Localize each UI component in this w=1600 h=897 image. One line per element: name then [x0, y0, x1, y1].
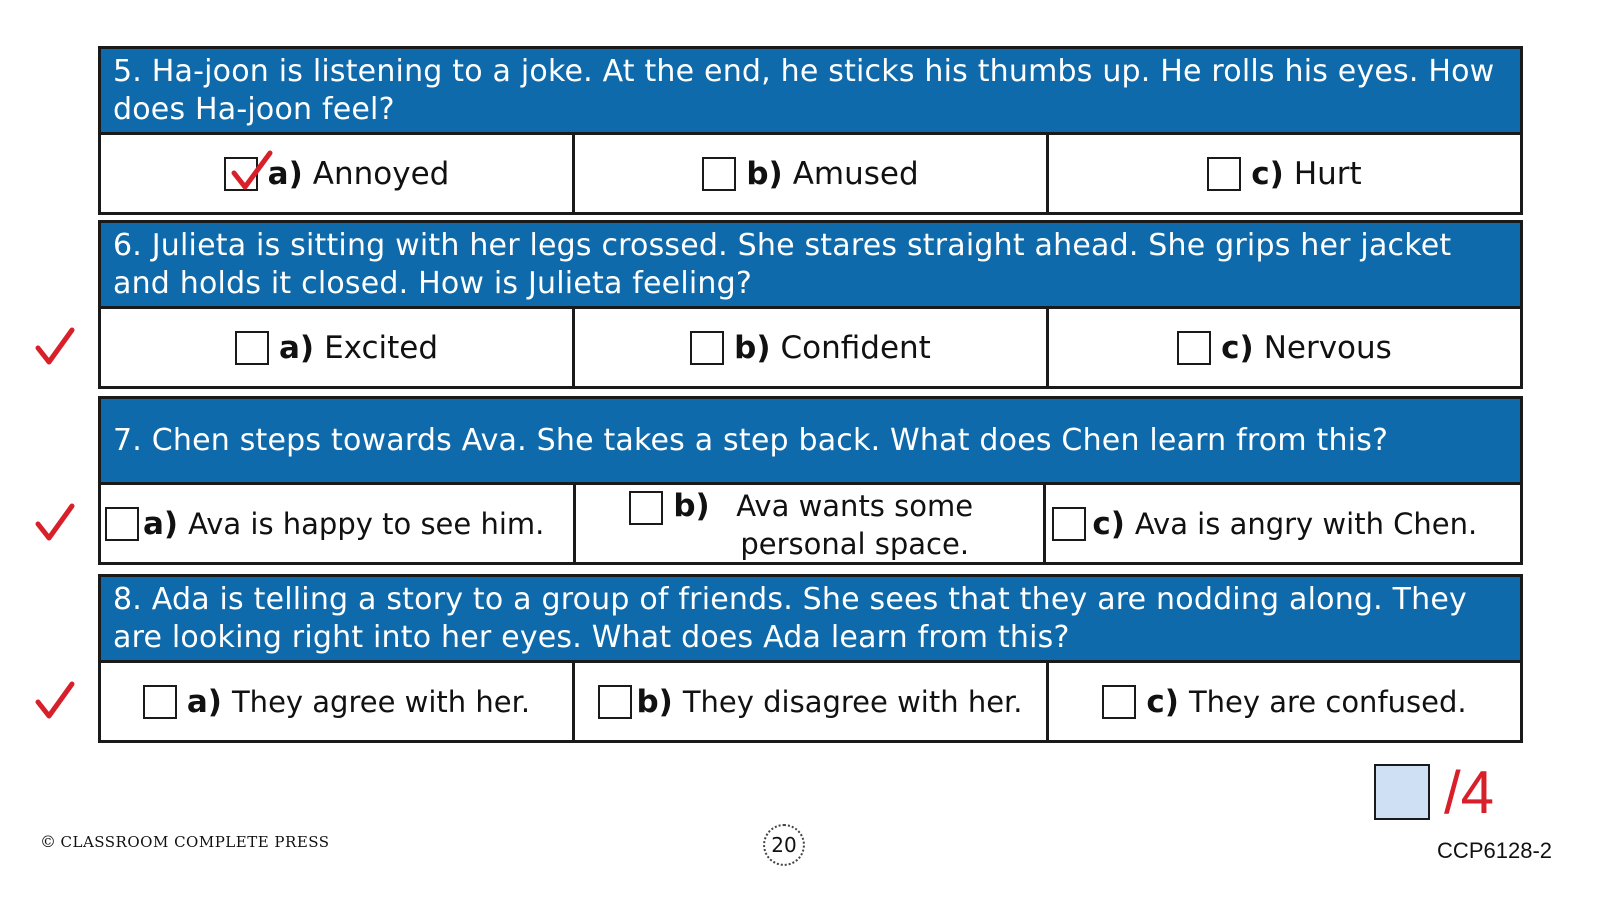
- score-total: /4: [1444, 759, 1495, 826]
- answer-options: [101, 309, 1520, 386]
- answer-options: [101, 135, 1520, 212]
- checkbox[interactable]: [1102, 685, 1136, 719]
- option-b[interactable]: [575, 135, 1049, 212]
- correct-check-icon: [34, 326, 76, 366]
- option-text: They agree with her.: [231, 684, 531, 719]
- option-b[interactable]: [575, 309, 1049, 386]
- option-text: Annoyed: [312, 155, 450, 192]
- publisher-logo: [40, 832, 330, 851]
- option-letter: c): [1092, 505, 1125, 542]
- answer-options: [101, 663, 1520, 740]
- checkbox[interactable]: [143, 685, 177, 719]
- option-letter: a): [267, 155, 303, 192]
- question-8: [98, 574, 1523, 743]
- option-text: They disagree with her.: [682, 684, 1023, 719]
- option-letter: b): [734, 329, 771, 366]
- question-6: [98, 220, 1523, 389]
- checkbox[interactable]: [690, 331, 724, 365]
- option-text: Nervous: [1263, 329, 1392, 366]
- checkbox[interactable]: [1177, 331, 1211, 365]
- option-text: Amused: [792, 155, 919, 192]
- option-letter: a): [143, 505, 179, 542]
- answer-options: [101, 485, 1520, 562]
- option-letter: a): [186, 683, 222, 720]
- option-c[interactable]: [1049, 309, 1520, 386]
- checkbox[interactable]: [702, 157, 736, 191]
- checkbox[interactable]: [629, 491, 663, 525]
- question-prompt: 8. Ada is telling a story to a group of friends. She sees that they are nodding along. They are looking right into her eyes. What does Ada learn from this?: [101, 577, 1520, 663]
- option-letter: b): [746, 155, 783, 192]
- question-7: [98, 396, 1523, 565]
- checkbox[interactable]: [235, 331, 269, 365]
- question-prompt: 7. Chen steps towards Ava. She takes a step back. What does Chen learn from this?: [101, 399, 1520, 485]
- option-c[interactable]: [1049, 135, 1520, 212]
- option-text: Ava is happy to see him.: [188, 506, 545, 541]
- page-number: 20: [763, 824, 805, 866]
- option-text: Ava wants some personal space.: [736, 489, 974, 561]
- question-5: [98, 46, 1523, 215]
- checkbox[interactable]: [224, 157, 258, 191]
- option-a[interactable]: [101, 663, 575, 740]
- checkbox[interactable]: [598, 685, 632, 719]
- question-prompt: 5. Ha-joon is listening to a joke. At the end, he sticks his thumbs up. He rolls his eyes. How does Ha-joon feel?: [101, 49, 1520, 135]
- option-text: Confident: [780, 329, 931, 366]
- option-c[interactable]: [1049, 663, 1520, 740]
- option-letter: c): [1146, 683, 1179, 720]
- correct-check-icon: [34, 502, 76, 542]
- checkbox[interactable]: [105, 507, 139, 541]
- option-letter: c): [1251, 155, 1284, 192]
- option-letter: b): [673, 488, 710, 524]
- copyright-icon: ©: [40, 832, 57, 851]
- publisher-name: CLASSROOM COMPLETE PRESS: [60, 832, 330, 851]
- option-a[interactable]: [101, 135, 575, 212]
- score-box[interactable]: [1374, 764, 1430, 820]
- option-letter: b): [636, 683, 673, 720]
- product-code: CCP6128-2: [1437, 838, 1552, 863]
- option-letter: c): [1221, 329, 1254, 366]
- option-a[interactable]: [101, 485, 576, 562]
- correct-check-icon: [34, 680, 76, 720]
- option-letter: a): [278, 329, 315, 366]
- option-text: Excited: [324, 329, 439, 366]
- question-prompt: 6. Julieta is sitting with her legs crossed. She stares straight ahead. She grips her jacket and holds it closed. How is Julieta feeling?: [101, 223, 1520, 309]
- option-text: Hurt: [1293, 155, 1362, 192]
- option-text: They are confused.: [1188, 684, 1467, 719]
- option-c[interactable]: [1046, 485, 1520, 562]
- checkbox[interactable]: [1052, 507, 1086, 541]
- checkbox[interactable]: [1207, 157, 1241, 191]
- option-b[interactable]: [575, 663, 1049, 740]
- check-mark-icon: [230, 149, 274, 193]
- option-b[interactable]: [576, 485, 1047, 562]
- option-a[interactable]: [101, 309, 575, 386]
- option-text: Ava is angry with Chen.: [1134, 506, 1478, 541]
